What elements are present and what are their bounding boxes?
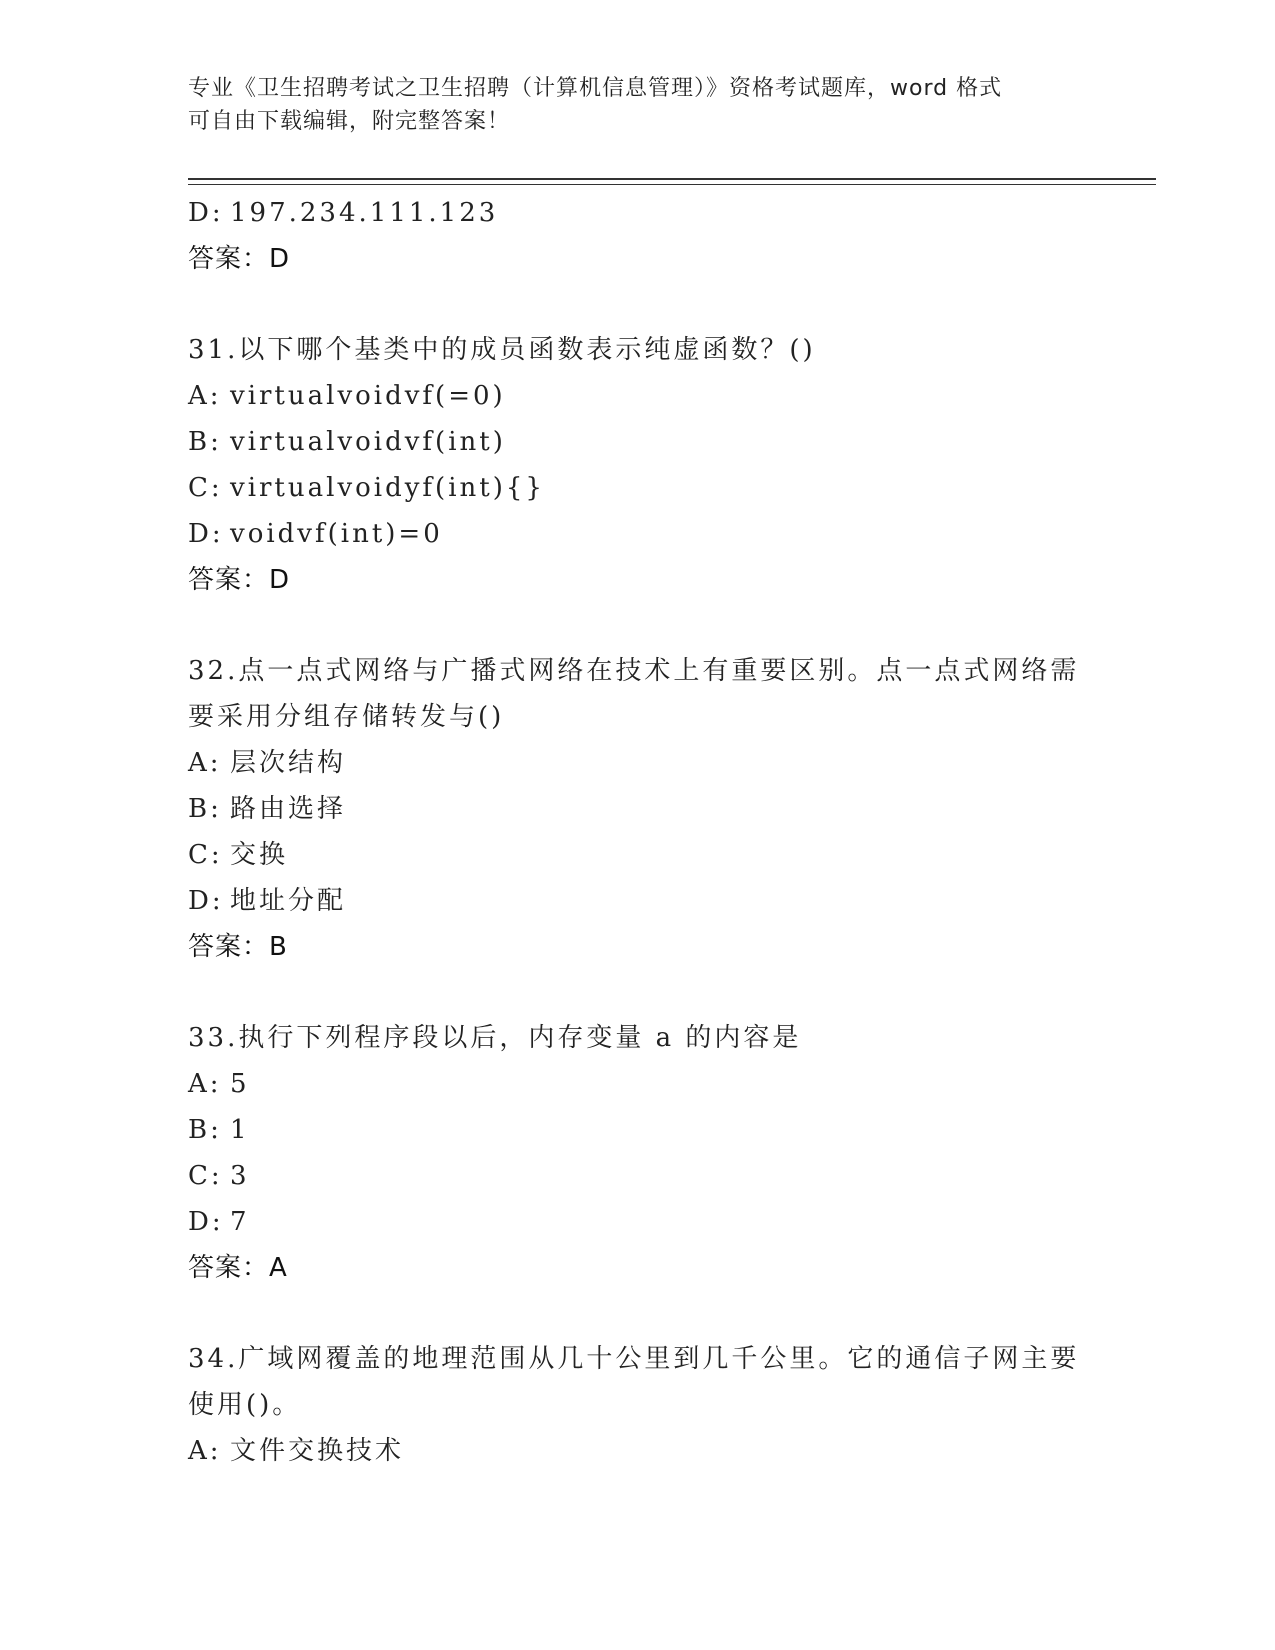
answer-line: 答案：D	[188, 565, 291, 595]
option-label: D:	[188, 886, 224, 916]
option-text: 3	[230, 1161, 250, 1191]
option-label: B:	[188, 794, 222, 824]
option-text: 地址分配	[230, 886, 347, 916]
question-text-continued: 使用()。	[188, 1390, 302, 1420]
option-text: virtualvoidyf(int){}	[230, 473, 545, 503]
option-label: C:	[188, 840, 223, 870]
option-d	[188, 190, 1088, 236]
option-d	[188, 878, 1088, 924]
option-text: virtualvoidvf(=0)	[230, 381, 506, 411]
question-text: 34.广域网覆盖的地理范围从几十公里到几千公里。它的通信子网主要	[188, 1344, 1080, 1374]
option-label: B:	[188, 1115, 222, 1145]
question-text: 33.执行下列程序段以后，内存变量 a 的内容是	[188, 1023, 802, 1053]
spacer	[188, 603, 1088, 648]
option-b	[188, 419, 1088, 465]
option-label: A:	[188, 1436, 222, 1466]
question-text: 32.点一点式网络与广播式网络在技术上有重要区别。点一点式网络需	[188, 656, 1080, 686]
option-a	[188, 373, 1088, 419]
answer-line: 答案：B	[188, 932, 288, 962]
question-text: 31.以下哪个基类中的成员函数表示纯虚函数？()	[188, 335, 816, 365]
header-line-1: 专业《卫生招聘考试之卫生招聘（计算机信息管理）》资格考试题库，word 格式	[188, 76, 1003, 101]
option-label: A:	[188, 381, 222, 411]
option-text: 路由选择	[230, 794, 347, 824]
option-d	[188, 1199, 1088, 1245]
header-line-2: 可自由下载编辑，附完整答案！	[188, 109, 511, 134]
option-text: 文件交换技术	[230, 1436, 405, 1466]
option-label: B:	[188, 427, 222, 457]
option-label: C:	[188, 473, 223, 503]
answer-line: 答案：A	[188, 1253, 288, 1283]
question-content	[188, 190, 1088, 1474]
option-label: A:	[188, 1069, 222, 1099]
option-a	[188, 740, 1088, 786]
document-header	[188, 72, 1068, 138]
option-label: D:	[188, 1207, 224, 1237]
option-label: A:	[188, 748, 222, 778]
option-text: virtualvoidvf(int)	[230, 427, 506, 457]
option-c	[188, 465, 1088, 511]
header-divider-thick	[188, 178, 1156, 180]
spacer	[188, 970, 1088, 1015]
option-a	[188, 1428, 1088, 1474]
option-text: 交换	[230, 840, 289, 870]
option-c	[188, 1153, 1088, 1199]
option-text: 5	[230, 1069, 250, 1099]
option-text: voidvf(int)=0	[230, 519, 443, 549]
option-text: 1	[230, 1115, 250, 1145]
spacer	[188, 282, 1088, 327]
question-text-continued: 要采用分组存储转发与()	[188, 702, 505, 732]
option-label: D:	[188, 198, 224, 228]
answer-line: 答案：D	[188, 244, 291, 274]
header-divider-thin	[188, 184, 1156, 185]
option-b	[188, 786, 1088, 832]
option-label: D:	[188, 519, 224, 549]
option-text: 层次结构	[230, 748, 347, 778]
spacer	[188, 1291, 1088, 1336]
option-c	[188, 832, 1088, 878]
option-text: 197.234.111.123	[230, 198, 499, 228]
option-a	[188, 1061, 1088, 1107]
option-b	[188, 1107, 1088, 1153]
option-d	[188, 511, 1088, 557]
option-label: C:	[188, 1161, 223, 1191]
option-text: 7	[230, 1207, 250, 1237]
